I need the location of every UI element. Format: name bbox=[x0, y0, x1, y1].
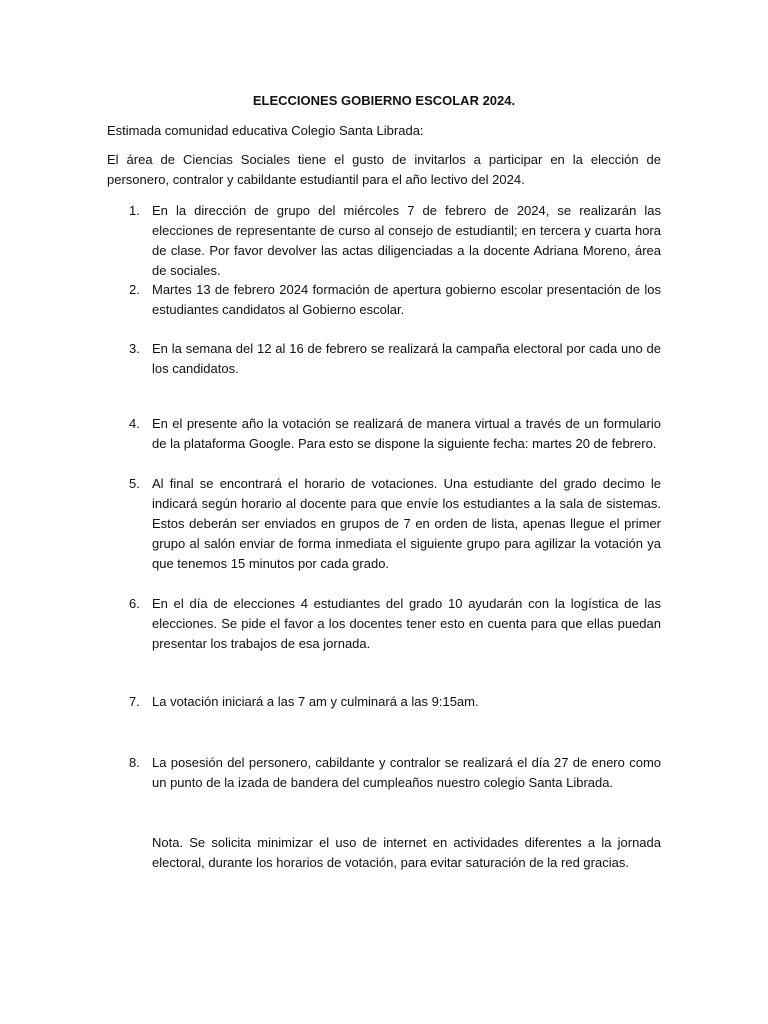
document-title: ELECCIONES GOBIERNO ESCOLAR 2024. bbox=[252, 93, 516, 108]
greeting: Estimada comunidad educativa Colegio Santa Librada: bbox=[107, 123, 424, 138]
item-number-8: 8. bbox=[129, 755, 140, 770]
item-text-4: En el presente año la votación se realizará de manera virtual a través de un formulario de la plataforma Google. Para esto se dispone la siguiente fecha: martes 20 de febrero. bbox=[152, 416, 661, 451]
item-text-3: En la semana del 12 al 16 de febrero se realizará la campaña electoral por cada uno de los candidatos. bbox=[152, 341, 661, 376]
item-number-6: 6. bbox=[129, 596, 140, 611]
intro-paragraph: El área de Ciencias Sociales tiene el gusto de invitarlos a participar en la elección de personero, contralor y cabildante estudiantil para el año lectivo del 2024. bbox=[107, 152, 661, 187]
item-text-7: La votación iniciará a las 7 am y culminará a las 9:15am. bbox=[152, 694, 479, 709]
item-text-8: La posesión del personero, cabildante y contralor se realizará el día 27 de enero como un punto de la izada de bandera del cumpleaños nuestro colegio Santa Librada. bbox=[152, 755, 661, 790]
item-number-1: 1. bbox=[129, 203, 140, 218]
item-number-5: 5. bbox=[129, 476, 140, 491]
item-number-3: 3. bbox=[129, 341, 140, 356]
item-text-5: Al final se encontrará el horario de votaciones. Una estudiante del grado decimo le indicará según horario al docente para que envíe los estudiantes a la sala de sistemas. Estos deberán ser enviados en grupos de 7 en orden de lista, apenas llegue el primer grupo al salón enviar de forma inmediata el siguiente grupo para agilizar la votación ya que tenemos 15 minutos por cada grado. bbox=[152, 476, 661, 571]
note-paragraph: Nota. Se solicita minimizar el uso de internet en actividades diferentes a la jornada electoral, durante los horarios de votación, para evitar saturación de la red gracias. bbox=[152, 835, 661, 870]
item-text-1: En la dirección de grupo del miércoles 7 de febrero de 2024, se realizarán las elecciones de representante de curso al consejo de estudiantil; en tercera y cuarta hora de clase. Por favor devolver las actas diligenciadas a la docente Adriana Moreno, área de sociales. bbox=[152, 203, 661, 278]
item-number-7: 7. bbox=[129, 694, 140, 709]
item-number-4: 4. bbox=[129, 416, 140, 431]
item-text-2: Martes 13 de febrero 2024 formación de apertura gobierno escolar presentación de los estudiantes candidatos al Gobierno escolar. bbox=[152, 282, 661, 317]
item-number-2: 2. bbox=[129, 282, 140, 297]
item-text-6: En el día de elecciones 4 estudiantes del grado 10 ayudarán con la logística de las elecciones. Se pide el favor a los docentes tener esto en cuenta para que ellas puedan presentar los trabajos de esa jornada. bbox=[152, 596, 661, 651]
